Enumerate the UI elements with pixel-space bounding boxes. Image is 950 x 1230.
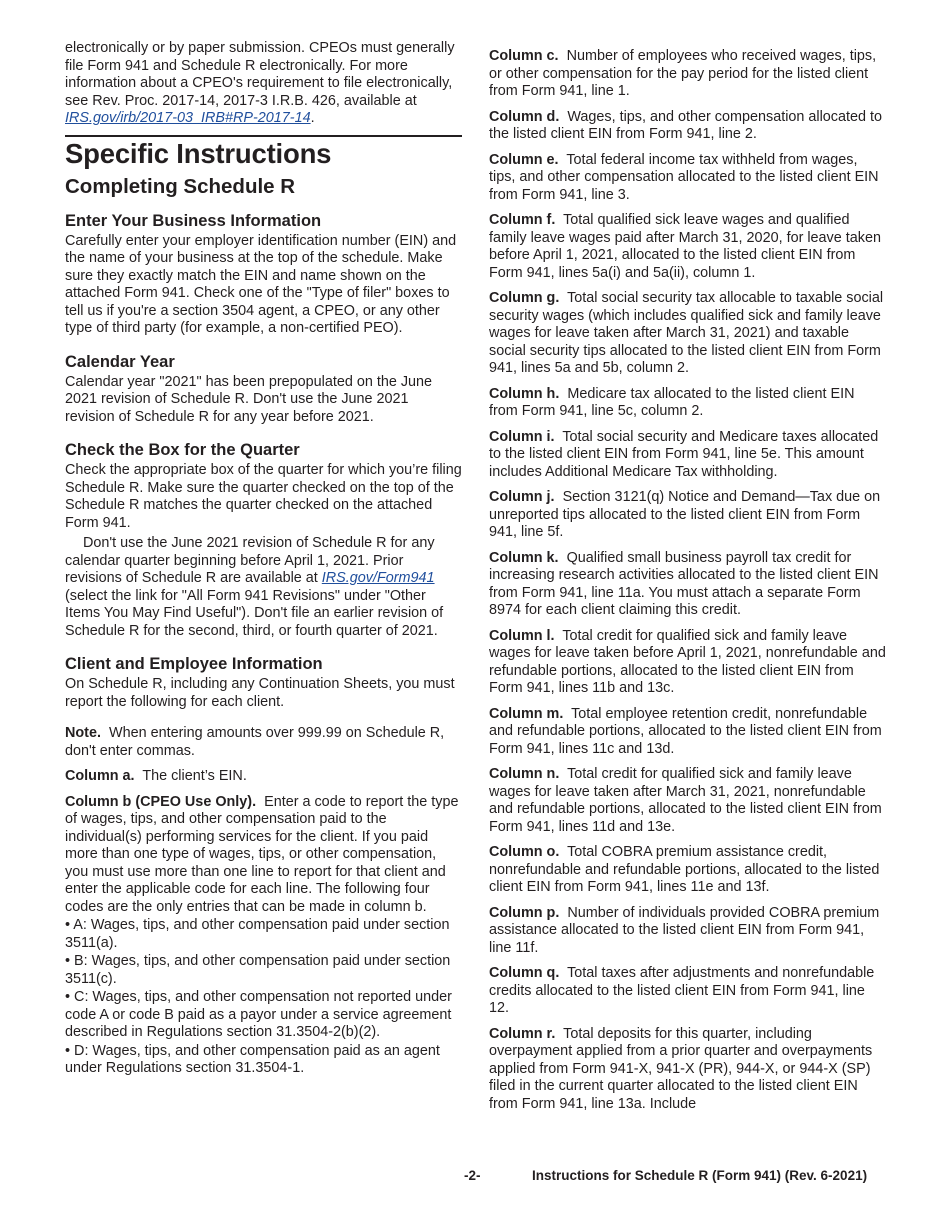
footer-title: Instructions for Schedule R (Form 941) (Rev. 6-2021)	[532, 1168, 868, 1183]
column-a-item: Column a. The client’s EIN.	[65, 768, 247, 784]
page-title: Specific Instructions	[65, 137, 332, 169]
column-f-item: Column f. Total qualified sick leave wages and qualified family leave wages paid after March 31, 2020, for leave taken before April 1, 2021, allocated to the listed client EIN from Form 941, lines 5a(i) and 5a(ii), column 1.	[489, 212, 881, 281]
column-q-item: Column q. Total taxes after adjustments and nonrefundable credits allocated to the listed client EIN from Form 941, line 12.	[489, 965, 875, 1016]
business-info-heading: Enter Your Business Information	[65, 211, 322, 230]
code-list-item: • C: Wages, tips, and other compensation not reported under code A or code B paid as a payor under a service agreement described in Regulations section 31.3504-2(b)(2).	[65, 989, 452, 1040]
code-list-item: • B: Wages, tips, and other compensation paid under section 3511(c).	[65, 953, 451, 987]
note-paragraph: Note. When entering amounts over 999.99 on Schedule R, don't enter commas.	[65, 725, 445, 759]
column-i-item: Column i. Total social security and Medicare taxes allocated to the listed client EIN from Form 941, line 5e. This amount includes Additional Medicare Tax withholding.	[489, 428, 879, 480]
section-subtitle: Completing Schedule R	[65, 174, 296, 198]
client-info-text: On Schedule R, including any Continuation Sheets, you must report the following for each client.	[65, 676, 455, 710]
note-label: Note.	[65, 725, 101, 741]
irb-link[interactable]: IRS.gov/irb/2017-03_IRB#RP-2017-14	[65, 110, 311, 126]
column-l-item: Column l. Total credit for qualified sick and family leave wages for leave taken before April 1, 2021, nonrefundable and refundable portions, allocated to the listed client EIN from Form 941, lines 11b and 13c.	[489, 627, 886, 696]
left-column	[65, 40, 462, 1079]
quarter-revision-text: Don't use the June 2021 revision of Schedule R for any calendar quarter beginning before April 1, 2021. Prior revisions of Schedule R are available at IRS.gov/Form941 (select the link for "All Form 941 Revisions" under "Other Items You May Find Useful"). Don't file an earlier revision of Schedule R for the second, third, or fourth quarter of 2021.	[65, 535, 444, 639]
quarter-heading: Check the Box for the Quarter	[65, 441, 300, 459]
column-r-item: Column r. Total deposits for this quarter, including overpayment applied from a prior quarter and overpayments applied from Form 941-X, 941-X (PR), 944-X, or 944-X (SP) filed in the current quarter allocated to the listed client EIN from Form 941, line 13a. Include	[489, 1025, 873, 1112]
column-c-item: Column c. Number of employees who received wages, tips, or other compensation for the pay period for the listed client from Form 941, line 1.	[489, 48, 877, 99]
column-g-item: Column g. Total social security tax allocable to taxable social security wages (which includes qualified sick and family leave wages for leave taken after March 31, 2021) and taxable social security tips allocated to the listed client EIN from Form 941, lines 5a and 5b, column 2.	[489, 290, 884, 376]
right-column	[489, 48, 887, 1121]
business-info-text: Carefully enter your employer identification number (EIN) and the name of your business at the top of the schedule. Make sure they exactly match the EIN and name shown on the attached Form 941. Check one of the "Type of filer" boxes to tell us if you're a section 3504 agent, a CPEO, or any other type of third party (for example, a non-certified PEO).	[65, 232, 457, 336]
column-m-item: Column m. Total employee retention credit, nonrefundable and refundable portions, allocated to the listed client EIN from Form 941, lines 11c and 13d.	[489, 705, 882, 757]
code-list-item: • A: Wages, tips, and other compensation paid under section 3511(a).	[65, 917, 450, 951]
column-p-item: Column p. Number of individuals provided COBRA premium assistance allocated to the listed client EIN from Form 941, line 11f.	[489, 904, 880, 956]
column-n-item: Column n. Total credit for qualified sick and family leave wages for leave taken after March 31, 2021, nonrefundable and refundable portions, allocated to the listed client EIN from Form 941, lines 11d and 13e.	[489, 766, 882, 835]
column-e-item: Column e. Total federal income tax withheld from wages, tips, and other compensation allocated to the listed client EIN from Form 941, line 3.	[489, 151, 879, 203]
column-j-item: Column j. Section 3121(q) Notice and Demand—Tax due on unreported tips allocated to the listed client EIN from Form 941, line 5f.	[489, 489, 881, 540]
intro-paragraph: electronically or by paper submission. CPEOs must generally file Form 941 and Schedule R electronically. For more information about a CPEO's requirement to file electronically, see Rev. Proc. 2017-14, 2017-3 I.R.B. 426, available at IRS.gov/irb/2017-03_IRB#RP-2017-14.	[65, 40, 455, 126]
calendar-year-text: Calendar year "2021" has been prepopulated on the June 2021 revision of Schedule R. Don't use the June 2021 revision of Schedule R for any year before 2021.	[65, 373, 433, 425]
section-divider	[65, 135, 462, 137]
column-h-item: Column h. Medicare tax allocated to the listed client EIN from Form 941, line 5c, column 2.	[489, 385, 855, 419]
form941-link[interactable]: IRS.gov/Form941	[321, 570, 435, 586]
column-o-item: Column o. Total COBRA premium assistance credit, nonrefundable and refundable portions, allocated to the listed client EIN from Form 941, lines 11e and 13f.	[489, 844, 880, 895]
column-d-item: Column d. Wages, tips, and other compensation allocated to the listed client EIN from Form 941, line 2.	[489, 108, 883, 142]
calendar-year-heading: Calendar Year	[65, 352, 175, 371]
quarter-text: Check the appropriate box of the quarter for which you’re filing Schedule R. Make sure the quarter checked on the top of the Schedule R matches the quarter checked on the attached Form 941.	[65, 462, 462, 531]
code-list-item: • D: Wages, tips, and other compensation paid as an agent under Regulations section 31.3504-1.	[65, 1042, 440, 1076]
column-b-item: Column b (CPEO Use Only). Enter a code to report the type of wages, tips, and other compensation paid to the individual(s) performing services for the client. If you paid more than one type of wages, tips, or other compensation, you must use more than one line to report for that client and enter the applicable code for each line. The following four codes are the only entries that can be made in column b.	[65, 793, 459, 915]
column-k-item: Column k. Qualified small business payroll tax credit for increasing research activities allocated to the listed client EIN from Form 941, line 11a. You must attach a separate Form 8974 for each client claiming this credit.	[489, 549, 879, 618]
page-number: -2-	[464, 1168, 481, 1183]
client-info-heading: Client and Employee Information	[65, 655, 323, 673]
